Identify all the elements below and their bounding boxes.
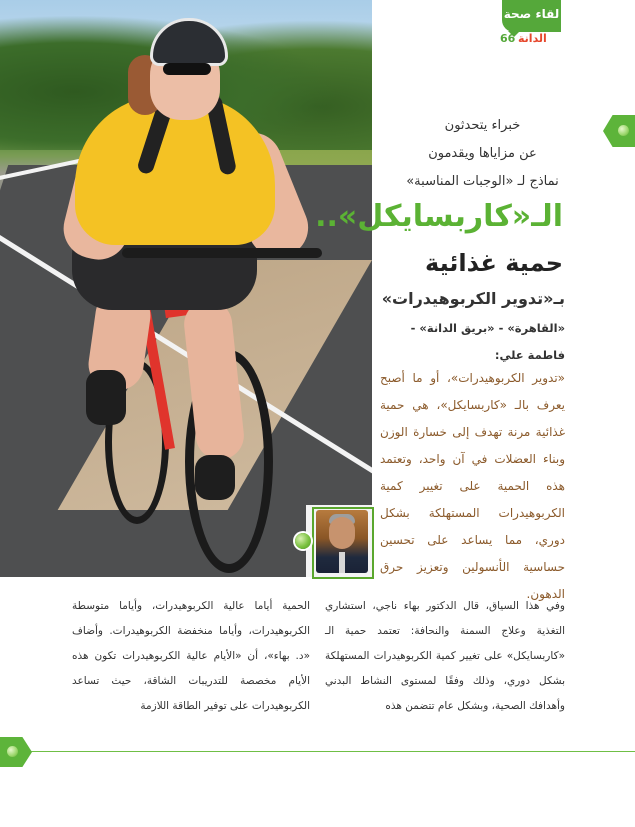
expert-face	[329, 517, 355, 549]
magazine-logo: الدانة	[518, 32, 547, 45]
body-column-right: وفي هذا السياق، قال الدكتور بهاء ناجي، استشاري التغذية وعلاج السمنة والنحافة: تعتمد حمية الـ «كاربسايكل» على تغيير كمية الكربوهيدرات المستهلكة بشكل دوري، وذلك وفقًا لمستوى النشاط البدني وأهدافك الصحية، وبشكل عام تتضمن هذه	[325, 600, 565, 712]
green-bullet-icon	[0, 737, 32, 767]
rider-shoe	[86, 370, 126, 425]
headline-subtitle: حمية غذائية	[425, 249, 563, 277]
lead-paragraph: «تدوير الكربوهيدرات»، أو ما أصبح يعرف بالـ «كاربسايكل»، هي حمية غذائية مرنة تهدف إلى خسارة الوزن وبناء العضلات في آن واحد، وتعتمد هذه الحمية على تغيير كمية الكربوهيدرات المستهلكة بشكل دوري، مما يساعد على تحسين حساسية الأنسولين وتعزيز حرق الدهون.	[380, 371, 565, 601]
green-bullet-icon	[603, 115, 635, 147]
intro-block	[380, 112, 585, 196]
rider-shoe	[195, 455, 235, 500]
sunglasses	[163, 63, 211, 75]
expert-tie	[339, 552, 345, 573]
bike-handlebars	[122, 248, 322, 258]
green-bullet-icon	[295, 533, 311, 549]
headline-title: الـ«كاربسايكل»..	[315, 199, 563, 234]
footer-rule	[28, 751, 635, 752]
byline: «القاهرة» - «بريق الدانة» - فاطمة علي:	[410, 321, 565, 362]
intro-line: خبراء يتحدثون	[444, 118, 521, 133]
section-tag: لقاء صحة	[502, 0, 561, 32]
page-number: 66	[500, 32, 516, 45]
intro-line: نماذج لـ «الوجبات المناسبة»	[406, 174, 559, 189]
cyclist-photo	[0, 0, 372, 577]
body-column-left: الحمية أياما عالية الكربوهيدرات، وأياما متوسطة الكربوهيدرات، وأياما منخفضة الكربوهيدرات. وأضاف «د. بهاء»، أن «الأيام عالية الكربوهيدرات تكون هذه الأيام مخصصة للتدريبات الشاقة، حيث تساعد الكربوهيدرات على توفير الطاقة اللازمة	[72, 600, 310, 712]
intro-line: عن مزاياها ويقدمون	[428, 146, 537, 161]
headline-tagline: بـ«تدوير الكربوهيدرات»	[381, 289, 565, 308]
